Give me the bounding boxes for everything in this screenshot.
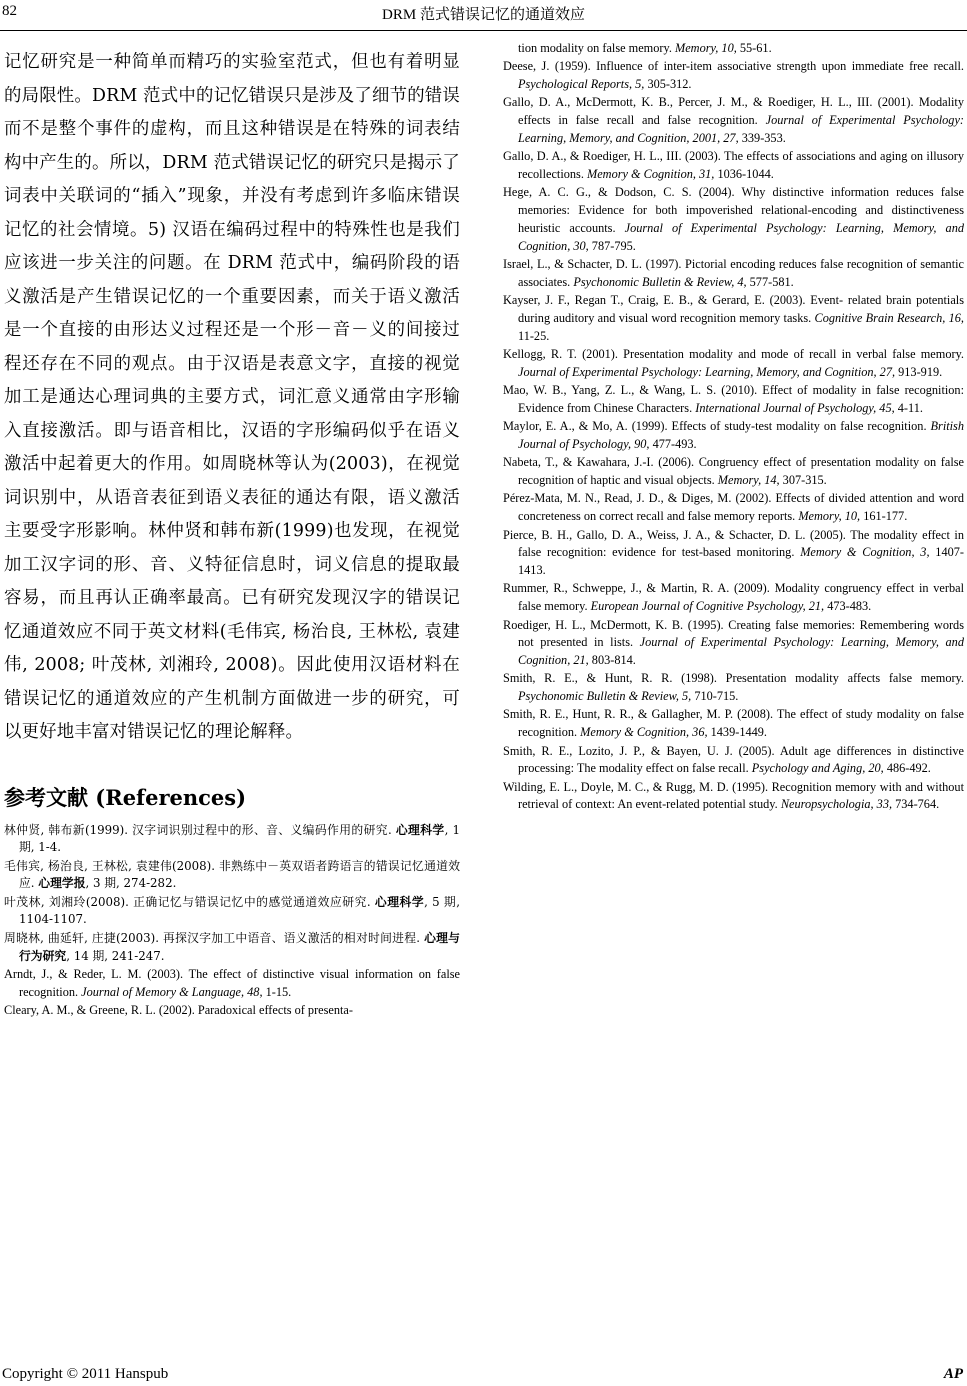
- reference-pages: 307-315.: [779, 473, 827, 488]
- reference-item: [503, 706, 964, 742]
- reference-pages: 473-483.: [824, 599, 872, 614]
- reference-journal: 心理科学: [395, 822, 445, 837]
- reference-journal: Journal of Experimental Psychology: Learning, Memory, and Cognition, 2001, 27,: [518, 113, 964, 145]
- reference-journal: Memory & Cognition, 36,: [580, 725, 708, 740]
- reference-journal: Psychology and Aging, 20,: [751, 761, 884, 776]
- reference-pages: , 3 期, 274-282.: [85, 876, 177, 891]
- reference-journal: Neuropsychologia, 33,: [780, 797, 893, 812]
- reference-pages: 734-764.: [892, 797, 940, 812]
- reference-journal: 心理与行为研究: [19, 930, 460, 963]
- reference-text: Gallo, D. A., McDermott, K. B., Percer, J. M., & Roediger, H. L., III. (2001). Modality effects in false recall and false recognition.: [503, 95, 964, 128]
- reference-item: [503, 779, 964, 815]
- reference-pages: 11-25.: [518, 328, 550, 343]
- reference-item: [503, 527, 964, 580]
- reference-text: Smith, R. E., Lozito, J. P., & Bayen, U. J. (2005). Adult age differences in distinctive processing: The modality effect on false recall.: [503, 743, 964, 776]
- reference-item: [503, 148, 964, 184]
- reference-item: [503, 743, 964, 779]
- reference-text: Gallo, D. A., & Roediger, H. L., III. (2003). The effects of associations and aging on illusory recollections.: [503, 149, 964, 182]
- reference-item: [503, 454, 964, 490]
- reference-journal: Psychonomic Bulletin & Review, 5,: [518, 689, 692, 704]
- reference-journal: 心理学报: [38, 876, 86, 891]
- reference-item: [503, 382, 964, 418]
- reference-item: [503, 346, 964, 382]
- page-header: [0, 0, 967, 31]
- reference-item: [503, 617, 964, 670]
- reference-item: [503, 670, 964, 706]
- reference-item: [503, 58, 964, 94]
- reference-item: [4, 1002, 460, 1020]
- reference-journal: Memory & Cognition, 3,: [800, 545, 930, 560]
- reference-pages: 486-492.: [883, 761, 931, 776]
- reference-pages: 803-814.: [588, 653, 636, 668]
- reference-text: 毛伟宾, 杨治良, 王林松, 袁建伟(2008). 非熟练中－英双语者跨语言的错误记忆通道效应.: [4, 858, 460, 891]
- reference-list-right: [503, 40, 964, 814]
- reference-journal: Memory, 10,: [674, 41, 737, 55]
- reference-pages: 161-177.: [860, 509, 908, 524]
- reference-pages: 710-715.: [691, 689, 739, 704]
- reference-pages: , 1 期, 1-4.: [19, 822, 460, 855]
- reference-journal: Psychological Reports, 5,: [518, 77, 645, 92]
- reference-item: [503, 580, 964, 616]
- reference-journal: Journal of Memory & Language, 48,: [81, 984, 263, 999]
- reference-pages: 1036-1044.: [714, 167, 774, 182]
- reference-item: [503, 256, 964, 292]
- reference-text: Mao, W. B., Yang, Z. L., & Wang, L. S. (2010). Effect of modality in false recognition: Evidence from Chinese Characters.: [503, 383, 964, 415]
- journal-abbreviation: AP: [943, 1366, 963, 1382]
- right-column: [503, 40, 964, 815]
- reference-journal: European Journal of Cognitive Psychology, 21,: [590, 599, 825, 614]
- page-number: 82: [2, 3, 17, 19]
- reference-text: Nabeta, T., & Kawahara, J.-I. (2006). Congruency effect of presentation modality on false recognition of haptic and visual objects.: [503, 455, 964, 488]
- reference-journal: Memory, 14,: [717, 473, 780, 488]
- reference-list-left: [4, 822, 460, 1020]
- reference-item: [503, 418, 964, 454]
- reference-pages: 55-61.: [736, 41, 772, 55]
- reference-item: [4, 930, 460, 966]
- reference-pages: 477-493.: [649, 437, 697, 452]
- reference-journal: Journal of Experimental Psychology: Learning, Memory, and Cognition, 27,: [518, 364, 896, 379]
- reference-text: Maylor, E. A., & Mo, A. (1999). Effects of study-test modality on false recognition.: [503, 419, 931, 434]
- reference-journal: International Journal of Psychology, 45,: [695, 400, 895, 415]
- body-paragraph: 记忆研究是一种简单而精巧的实验室范式，但也有着明显的局限性。DRM 范式中的记忆错误只是涉及了细节的错误而不是整个事件的虚构，而且这种错误是在特殊的词表结构中产生的。所以，DRM 范式错误记忆的研究只是揭示了词表中关联词的“插入”现象，并没有考虑到许多临床错误记忆的社会情境。5) 汉语在编码过程中的特殊性也是我们应该进一步关注的问题。在 DRM 范式中，编码阶段的语义激活是产生错误记忆的一个重要因素，而关于语义激活是一个直接的由形达义过程还是一个形－音－义的间接过程还存在不同的观点。由于汉语是表意文字，直接的视觉加工是通达心理词典的主要方式，词汇意义通常由字形输入直接激活。即与语音相比，汉语的字形编码似乎在语义激活中起着更大的作用。如周晓林等认为(2003)，在视觉词识别中，从语音表征到语义表征的通达有限，语义激活主要受字形影响。林仲贤和韩布新(1999)也发现，在视觉加工汉字词的形、音、义特征信息时，词义信息的提取最容易，而且再认正确率最高。已有研究发现汉字的错误记忆通道效应不同于英文材料(毛伟宾, 杨治良, 王林松, 袁建伟, 2008; 叶茂林, 刘湘玲, 2008)。因此使用汉语材料在错误记忆的通道效应的产生机制方面做进一步的研究，可以更好地丰富对错误记忆的理论解释。: [4, 52, 460, 742]
- reference-item: [503, 184, 964, 255]
- reference-text: Roediger, H. L., McDermott, K. B. (1995). Creating false memories: Remembering words not presented in lists.: [503, 617, 964, 650]
- reference-text: 叶茂林, 刘湘玲(2008). 正确记忆与错误记忆中的感觉通道效应研究.: [4, 894, 375, 909]
- reference-item: [503, 94, 964, 147]
- reference-pages: 913-919.: [895, 364, 943, 379]
- reference-text: Hege, A. C. G., & Dodson, C. S. (2004). Why distinctive information reduces false memories: Evidence for both impoverished relational-encoding and distinctiveness heuristic accounts.: [503, 185, 964, 235]
- reference-text: Wilding, E. L., Doyle, M. C., & Rugg, M. D. (1995). Recognition memory with and without retrieval of context: An event-related potential study.: [503, 779, 964, 812]
- reference-pages: , 14 期, 241-247.: [66, 948, 165, 963]
- reference-journal: Cognitive Brain Research, 16,: [814, 310, 964, 325]
- reference-text: Pérez-Mata, M. N., Read, J. D., & Diges, M. (2002). Effects of divided attention and word concreteness on correct recall and false memory reports.: [503, 491, 964, 524]
- reference-item: [4, 894, 460, 930]
- reference-journal: Memory & Cognition, 31,: [586, 167, 715, 182]
- reference-journal: Journal of Experimental Psychology: Learning, Memory, and Cognition, 21,: [518, 635, 964, 668]
- reference-text: Kayser, J. F., Regan T., Craig, E. B., & Gerard, E. (2003). Event- related brain potentials during auditory and visual word recognition memory tasks.: [503, 293, 964, 325]
- reference-pages: 339-353.: [738, 130, 786, 145]
- copyright-notice: Copyright © 2011 Hanspub: [2, 1366, 169, 1382]
- reference-text: Pierce, B. H., Gallo, D. A., Weiss, J. A., & Schacter, D. L. (2005). The modality effect in false recognition: evidence for test-based monitoring.: [503, 527, 964, 560]
- reference-journal: Psychonomic Bulletin & Review, 4,: [573, 274, 747, 289]
- reference-text: Deese, J. (1959). Influence of inter-item associative strength upon immediate free recall.: [503, 59, 964, 74]
- reference-item: [503, 490, 964, 526]
- reference-text: Kellogg, R. T. (2001). Presentation modality and mode of recall in verbal false memory.: [503, 347, 964, 362]
- reference-pages: , 5 期, 1104-1107.: [19, 894, 460, 927]
- reference-pages: 1-15.: [262, 984, 292, 999]
- reference-item: [4, 858, 460, 894]
- left-column: [4, 46, 460, 1020]
- reference-text: Smith, R. E., & Hunt, R. R. (1998). Presentation modality affects false memory.: [503, 671, 964, 686]
- reference-item: [503, 292, 964, 345]
- reference-text: Smith, R. E., Hunt, R. R., & Gallagher, M. P. (2008). The effect of study modality on false recognition.: [503, 707, 964, 740]
- reference-pages: 1407-1413.: [518, 545, 964, 578]
- reference-item: [503, 40, 964, 58]
- reference-journal: Journal of Experimental Psychology: Learning, Memory, and Cognition, 30,: [518, 220, 964, 253]
- reference-journal: British Journal of Psychology, 90,: [518, 419, 964, 452]
- reference-text: tion modality on false memory.: [518, 41, 675, 55]
- references-heading: 参考文献 (References): [4, 784, 247, 810]
- reference-pages: 305-312.: [644, 77, 692, 92]
- reference-pages: 4-11.: [894, 400, 923, 415]
- reference-journal: Memory, 10,: [798, 509, 861, 524]
- reference-pages: 1439-1449.: [707, 725, 767, 740]
- running-title: DRM 范式错误记忆的通道效应: [382, 7, 585, 23]
- reference-text: Arndt, J., & Reder, L. M. (2003). The effect of distinctive visual information on false recognition.: [4, 966, 460, 999]
- reference-item: [4, 966, 460, 1002]
- reference-journal: 心理科学: [374, 894, 425, 909]
- reference-pages: 787-795.: [588, 238, 636, 253]
- reference-text: Israel, L., & Schacter, D. L. (1997). Pictorial encoding reduces false recognition of semantic associates.: [503, 257, 964, 289]
- reference-pages: 577-581.: [746, 274, 794, 289]
- reference-item: [4, 822, 460, 858]
- reference-text: 周晓林, 曲延轩, 庄捷(2003). 再探汉字加工中语音、语义激活的相对时间进程.: [4, 930, 425, 945]
- reference-text: 林仲贤, 韩布新(1999). 汉字词识别过程中的形、音、义编码作用的研究.: [4, 822, 396, 837]
- page-footer: [0, 1366, 967, 1386]
- reference-text: Rummer, R., Schweppe, J., & Martin, R. A. (2009). Modality congruency effect in verbal false memory.: [503, 581, 964, 614]
- reference-text: Cleary, A. M., & Greene, R. L. (2002). Paradoxical effects of presenta-: [4, 1002, 353, 1017]
